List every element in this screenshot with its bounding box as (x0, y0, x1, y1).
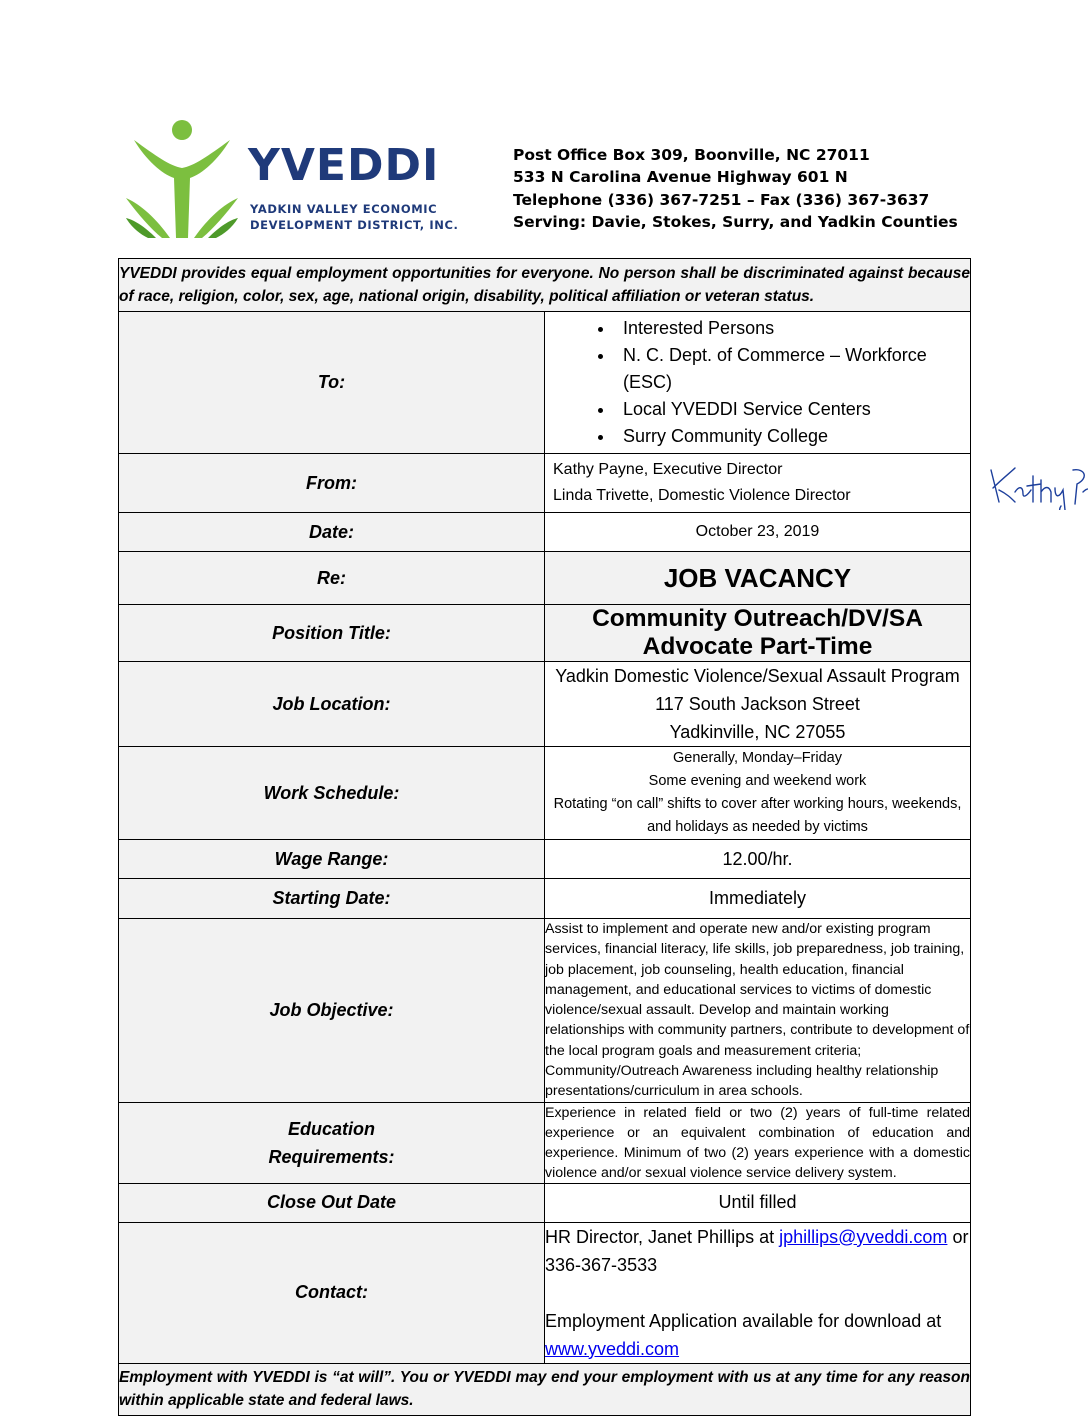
sender-line: Kathy Payne, Executive Director (553, 461, 783, 478)
schedule-label: Work Schedule: (119, 747, 545, 840)
location-line: Yadkinville, NC 27055 (669, 722, 846, 742)
location-value (545, 662, 971, 747)
date-value: October 23, 2019 (545, 513, 971, 552)
wage-value: 12.00/hr. (545, 840, 971, 879)
recipient-item: • Interested Persons (615, 315, 970, 342)
logo-wordmark: YVEDDI (248, 140, 440, 191)
recipient-item: • N. C. Dept. of Commerce – Workforce (ESC) (615, 342, 970, 396)
signature-icon (985, 458, 1088, 510)
schedule-line: Some evening and weekend work (648, 773, 867, 789)
objective-label: Job Objective: (119, 919, 545, 1103)
objective-text: Assist to implement and operate new and/or existing program services, financial literacy, life skills, job preparedness, job training, job placement, job counseling, health education, financial management, and educational services to victims of domestic violence/sexual assault. Develop and maintain working relationships with community partners, contribute to development of the local program goals and measurement criteria; Community/Outreach Awareness including healthy relationship presentations/curriculum in area schools. (545, 919, 971, 1103)
contact-line: Employment Application available for download at www.yveddi.com (545, 1310, 942, 1359)
from-label: From: (119, 454, 545, 513)
logo-subtitle-line2: DEVELOPMENT DISTRICT, INC. (250, 218, 459, 232)
position-title: Community Outreach/DV/SA Advocate Part-Time (545, 605, 971, 662)
position-label: Position Title: (119, 605, 545, 662)
address-line: 533 N Carolina Avenue Highway 601 N (513, 168, 848, 187)
sender-line: Linda Trivette, Domestic Violence Director (553, 487, 851, 504)
start-label: Starting Date: (119, 879, 545, 919)
wage-label: Wage Range: (119, 840, 545, 879)
letterhead (126, 118, 966, 248)
address-line: Post Office Box 309, Boonville, NC 27011 (513, 146, 870, 164)
recipient-item: • Surry Community College (615, 423, 970, 450)
address-block (513, 144, 958, 233)
contact-line: HR Director, Janet Phillips at jphillips@yveddi.com or 336-367-3533 (545, 1226, 969, 1275)
from-value (545, 454, 971, 513)
close-out-value: Until filled (545, 1183, 971, 1222)
to-label: To: (119, 312, 545, 454)
re-label: Re: (119, 552, 545, 605)
start-value: Immediately (545, 879, 971, 919)
eeo-statement: YVEDDI provides equal employment opportunities for everyone. No person shall be discriminated against because of race, religion, color, sex, age, national origin, disability, political affiliation or veteran status. (119, 259, 971, 312)
re-value: JOB VACANCY (545, 552, 971, 605)
close-out-label: Close Out Date (119, 1183, 545, 1222)
website-link[interactable]: www.yveddi.com (545, 1338, 680, 1359)
contact-value (545, 1222, 971, 1363)
address-line: Serving: Davie, Stokes, Surry, and Yadkin Counties (513, 212, 958, 231)
recipient-list (545, 312, 970, 453)
schedule-line: Rotating “on call” shifts to cover after working hours, weekends, and holidays as needed by victims (553, 796, 962, 835)
schedule-line: Generally, Monday–Friday (673, 750, 842, 766)
to-value (545, 312, 971, 454)
location-label: Job Location: (119, 662, 545, 747)
contact-label: Contact: (119, 1222, 545, 1363)
yveddi-logo (126, 118, 459, 243)
at-will-statement: Employment with YVEDDI is “at will”. You or YVEDDI may end your employment with us at any time for any reason within applicable state and federal laws. (119, 1363, 971, 1415)
date-label: Date: (119, 513, 545, 552)
job-vacancy-table (118, 258, 971, 1416)
address-line: Telephone (336) 367-7251 – Fax (336) 367-3637 (513, 190, 930, 209)
logo-subtitle-line1: YADKIN VALLEY ECONOMIC (250, 202, 438, 216)
schedule-value (545, 747, 971, 840)
location-line: Yadkin Domestic Violence/Sexual Assault Program (555, 666, 960, 686)
email-link[interactable]: jphillips@yveddi.com (779, 1226, 948, 1247)
logo-figure-icon (126, 118, 251, 243)
recipient-item: • Local YVEDDI Service Centers (615, 396, 970, 423)
location-line: 117 South Jackson Street (655, 694, 860, 714)
education-label: Education Requirements: (119, 1102, 545, 1183)
education-text: Experience in related field or two (2) years of full-time related experience or an equivalent combination of education and experience. Minimum of two (2) years experience with a domestic violence and/or sexual violence service delivery system. (545, 1102, 971, 1183)
